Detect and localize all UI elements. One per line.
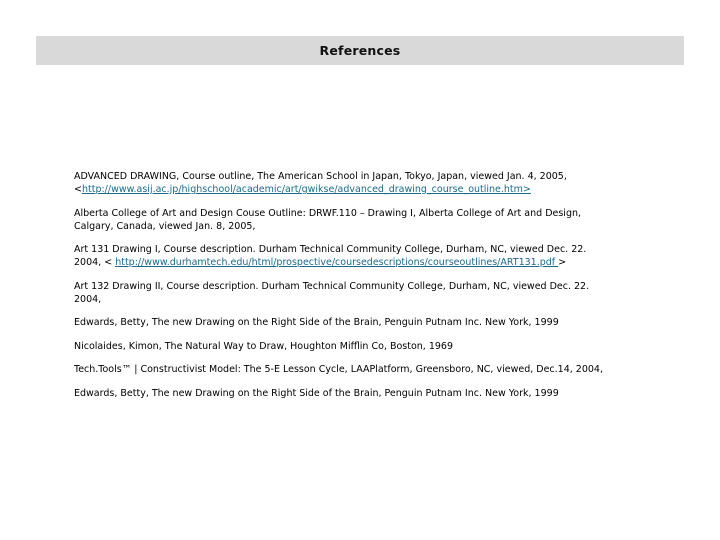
reference-line: Art 132 Drawing II, Course description. Durham Technical Community College, Durham, NC, viewed Dec. 22.	[74, 280, 590, 292]
reference-item	[74, 363, 654, 376]
reference-line: Nicolaides, Kimon, The Natural Way to Draw, Houghton Mifflin Co, Boston, 1969	[74, 340, 453, 352]
reference-text: <	[74, 184, 82, 195]
reference-line: Art 131 Drawing I, Course description. Durham Technical Community College, Durham, NC, viewed Dec. 22.	[74, 244, 587, 255]
reference-item	[74, 280, 654, 306]
reference-link[interactable]: http://www.asij.ac.jp/highschool/academic/art/gwikse/advanced_drawing_course_outline.htm>	[81, 184, 531, 195]
reference-item	[74, 316, 654, 329]
reference-line	[74, 256, 654, 269]
reference-line: Calgary, Canada, viewed Jan. 8, 2005,	[74, 220, 256, 232]
reference-line: 2004,	[74, 293, 102, 305]
reference-text: 2004, <	[74, 257, 116, 268]
reference-link[interactable]: http://www.durhamtech.edu/html/prospective/coursedescriptions/courseoutlines/ART131.pdf	[115, 257, 559, 268]
reference-item	[74, 340, 654, 353]
reference-line: Alberta College of Art and Design Couse Outline: DRWF.110 – Drawing I, Alberta College of Art and Design,	[74, 207, 582, 219]
reference-item	[74, 243, 654, 269]
reference-line: Edwards, Betty, The new Drawing on the Right Side of the Brain, Penguin Putnam Inc. New York, 1999	[74, 387, 559, 399]
reference-list	[74, 170, 654, 410]
reference-line: Tech.Tools™ | Constructivist Model: The 5-E Lesson Cycle, LAAPlatform, Greensboro, NC, viewed, Dec.14, 2004,	[74, 364, 603, 375]
reference-text: >	[558, 257, 567, 268]
reference-item	[74, 207, 654, 233]
reference-line: Edwards, Betty, The new Drawing on the Right Side of the Brain, Penguin Putnam Inc. New York, 1999	[74, 317, 559, 328]
title-bar	[36, 36, 684, 65]
reference-line: ADVANCED DRAWING, Course outline, The American School in Japan, Tokyo, Japan, viewed Jan. 4, 2005,	[74, 171, 567, 182]
page-title: References	[319, 43, 401, 58]
reference-item	[74, 170, 654, 196]
reference-line	[74, 183, 654, 196]
reference-item	[74, 387, 654, 400]
